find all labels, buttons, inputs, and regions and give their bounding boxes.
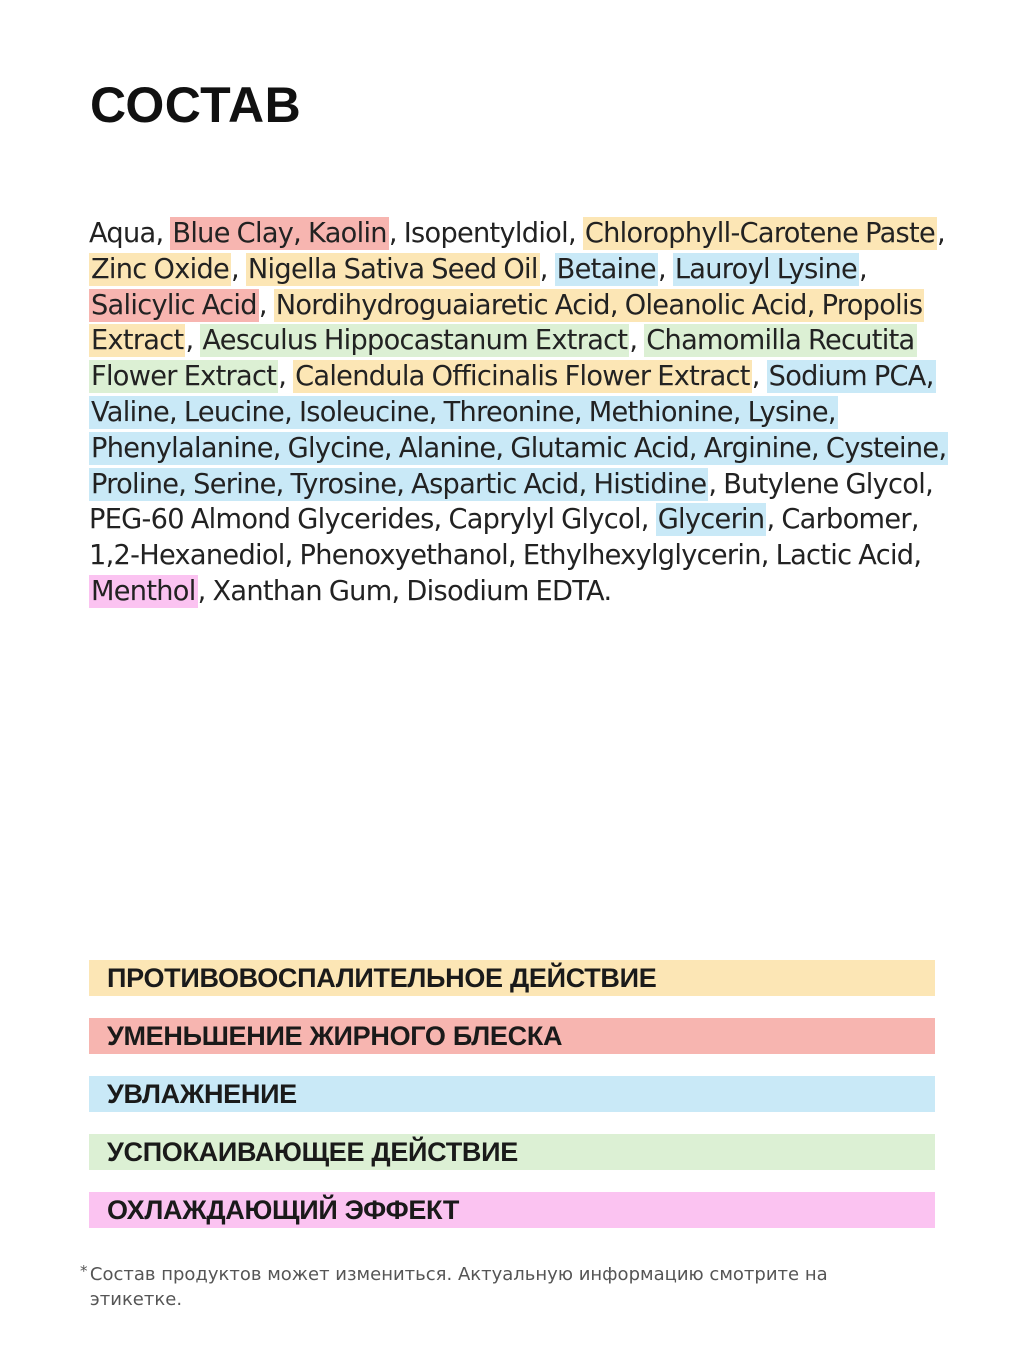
ingredient-text: ,	[937, 218, 945, 249]
ingredient-highlight-cooling: Menthol	[91, 575, 196, 607]
ingredient-highlight-anti-inflammatory: Calendula Officinalis Flower Extract	[295, 361, 750, 393]
footnote	[80, 1262, 840, 1312]
ingredient-highlight-soothing: Chamomilla Recutita Flower Extract	[91, 325, 915, 393]
ingredient-highlight-soothing: Aesculus Hippocastanum Extract	[202, 325, 628, 357]
ingredient-text: , Isopentyldiol,	[388, 218, 583, 249]
ingredient-text: ,	[278, 361, 294, 393]
ingredient-text: , Xanthan Gum, Disodium EDTA.	[197, 575, 612, 607]
ingredient-highlight-moisturizing: Betaine	[556, 253, 656, 285]
ingredient-text: ,	[629, 325, 645, 357]
ingredient-highlight-oil-reduction: Blue Clay, Kaolin	[172, 218, 387, 249]
ingredient-text: ,	[185, 325, 201, 357]
ingredient-text: Aqua	[89, 218, 156, 249]
legend-item-soothing: УСПОКАИВАЮЩЕЕ ДЕЙСТВИЕ	[89, 1134, 935, 1170]
legend	[89, 960, 935, 1250]
ingredient-text: ,	[657, 253, 673, 285]
ingredient-text: ,	[231, 253, 246, 285]
legend-item-cooling: ОХЛАЖДАЮЩИЙ ЭФФЕКТ	[89, 1192, 935, 1228]
ingredient-text: , Butylene Glycol, PEG-60 Almond Glycerides, Caprylyl Glycol,	[89, 468, 934, 536]
legend-item-moisturizing: УВЛАЖНЕНИЕ	[89, 1076, 935, 1112]
footnote-asterisk: *	[80, 1262, 88, 1280]
ingredient-text: ,	[859, 253, 867, 285]
ingredient-highlight-anti-inflammatory: Zinc Oxide	[91, 253, 230, 285]
ingredient-highlight-moisturizing: Lauroyl Lysine	[674, 253, 857, 285]
legend-item-anti-inflammatory: ПРОТИВОВОСПАЛИТЕЛЬНОЕ ДЕЙСТВИЕ	[89, 960, 935, 996]
ingredient-highlight-anti-inflammatory: Nigella Sativa Seed Oil	[247, 253, 538, 285]
ingredient-text: ,	[258, 289, 274, 321]
ingredient-text: ,	[751, 361, 767, 393]
ingredient-text: ,	[539, 253, 555, 285]
ingredient-highlight-moisturizing: Glycerin	[657, 504, 765, 536]
ingredient-highlight-anti-inflammatory: Nordihydroguaiaretic Acid, Oleanolic Acid, Propolis Extract	[91, 289, 923, 357]
legend-item-oil-reduction: УМЕНЬШЕНИЕ ЖИРНОГО БЛЕСКА	[89, 1018, 935, 1054]
ingredients-list	[89, 216, 959, 610]
ingredient-text: , Carbomer, 1,2-Hexanediol, Phenoxyethanol, Ethylhexylglycerin, Lactic Acid,	[89, 504, 922, 572]
page-title: СОСТАВ	[90, 77, 302, 133]
ingredient-highlight-anti-inflammatory: Chlorophyll-Carotene Paste	[584, 218, 935, 249]
footnote-text: Состав продуктов может измениться. Актуальную информацию смотрите на этикетке.	[89, 1264, 828, 1310]
ingredient-text: ,	[155, 218, 171, 249]
ingredient-highlight-moisturizing: Sodium PCA, Valine, Leucine, Isoleucine, Threonine, Methionine, Lysine, Phenylalanine, Glycine, Alanine, Glutamic Acid, Arginine, Cysteine, Proline, Serine, Tyrosine, Aspartic Acid, Histidine	[91, 361, 947, 500]
ingredient-highlight-oil-reduction: Salicylic Acid	[91, 289, 257, 321]
